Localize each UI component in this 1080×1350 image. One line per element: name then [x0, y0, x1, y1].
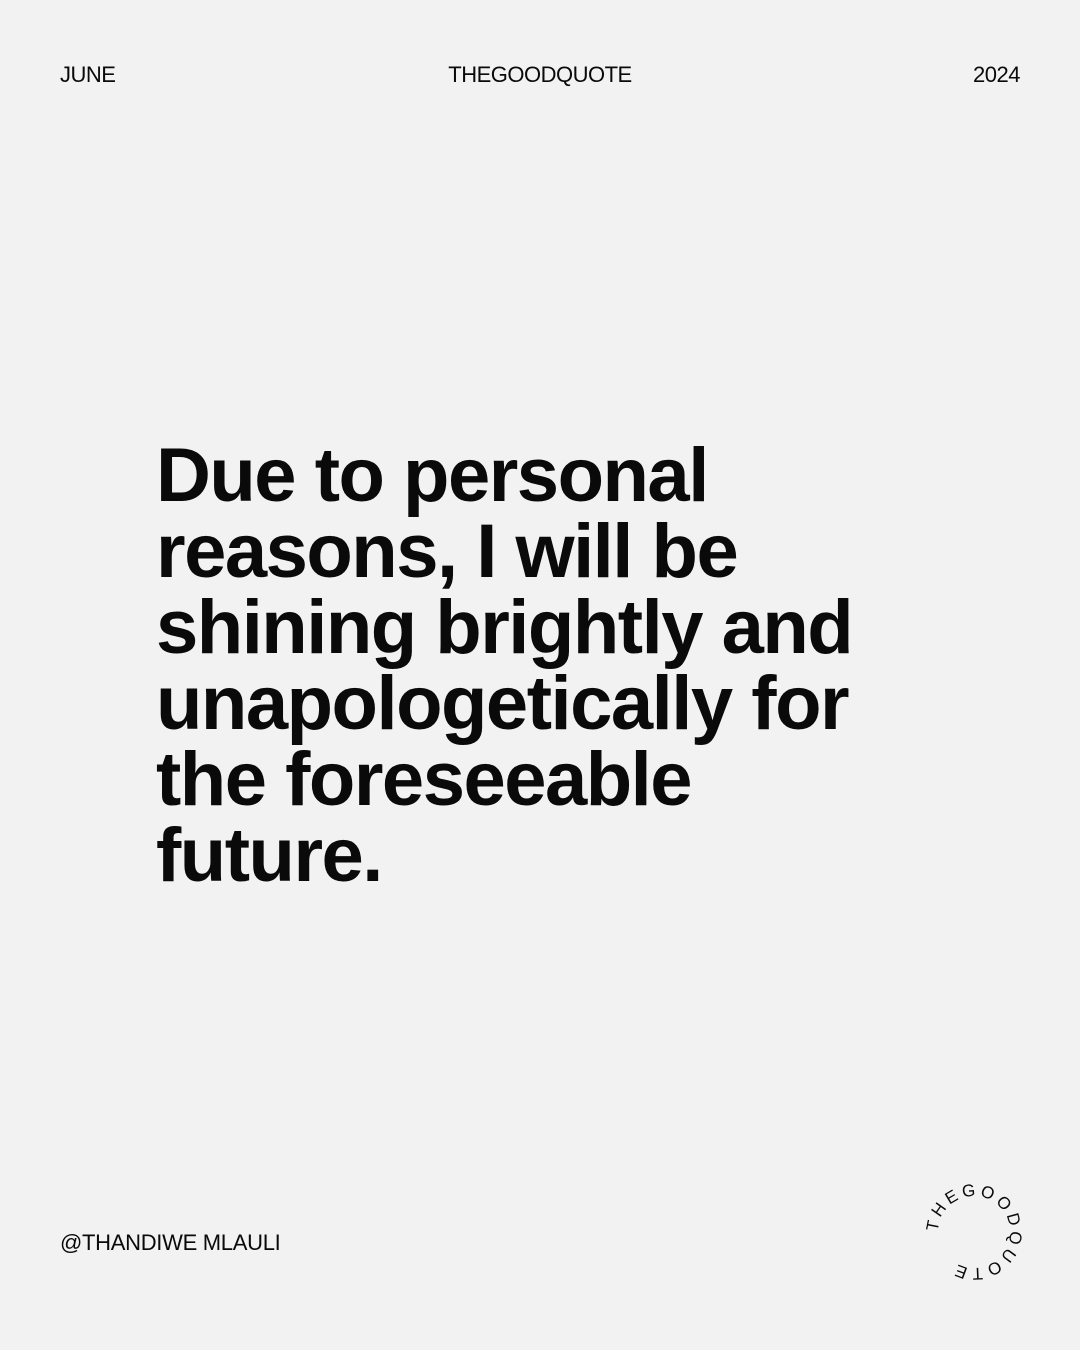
seal-text-path: THEGOODQUOTE: [922, 1180, 1026, 1284]
quote-text: Due to personal reasons, I will be shining brightly and unapologetically for the foreseeable future.: [156, 433, 853, 898]
header-brand: THEGOODQUOTE: [448, 62, 632, 87]
seal-text: [923, 1180, 1026, 1283]
author-handle: @THANDIWE MLAULI: [60, 1230, 281, 1255]
header: [60, 60, 1020, 90]
header-year: 2024: [973, 62, 1020, 87]
circular-logo-seal: [914, 1172, 1034, 1292]
header-month: JUNE: [60, 62, 116, 87]
